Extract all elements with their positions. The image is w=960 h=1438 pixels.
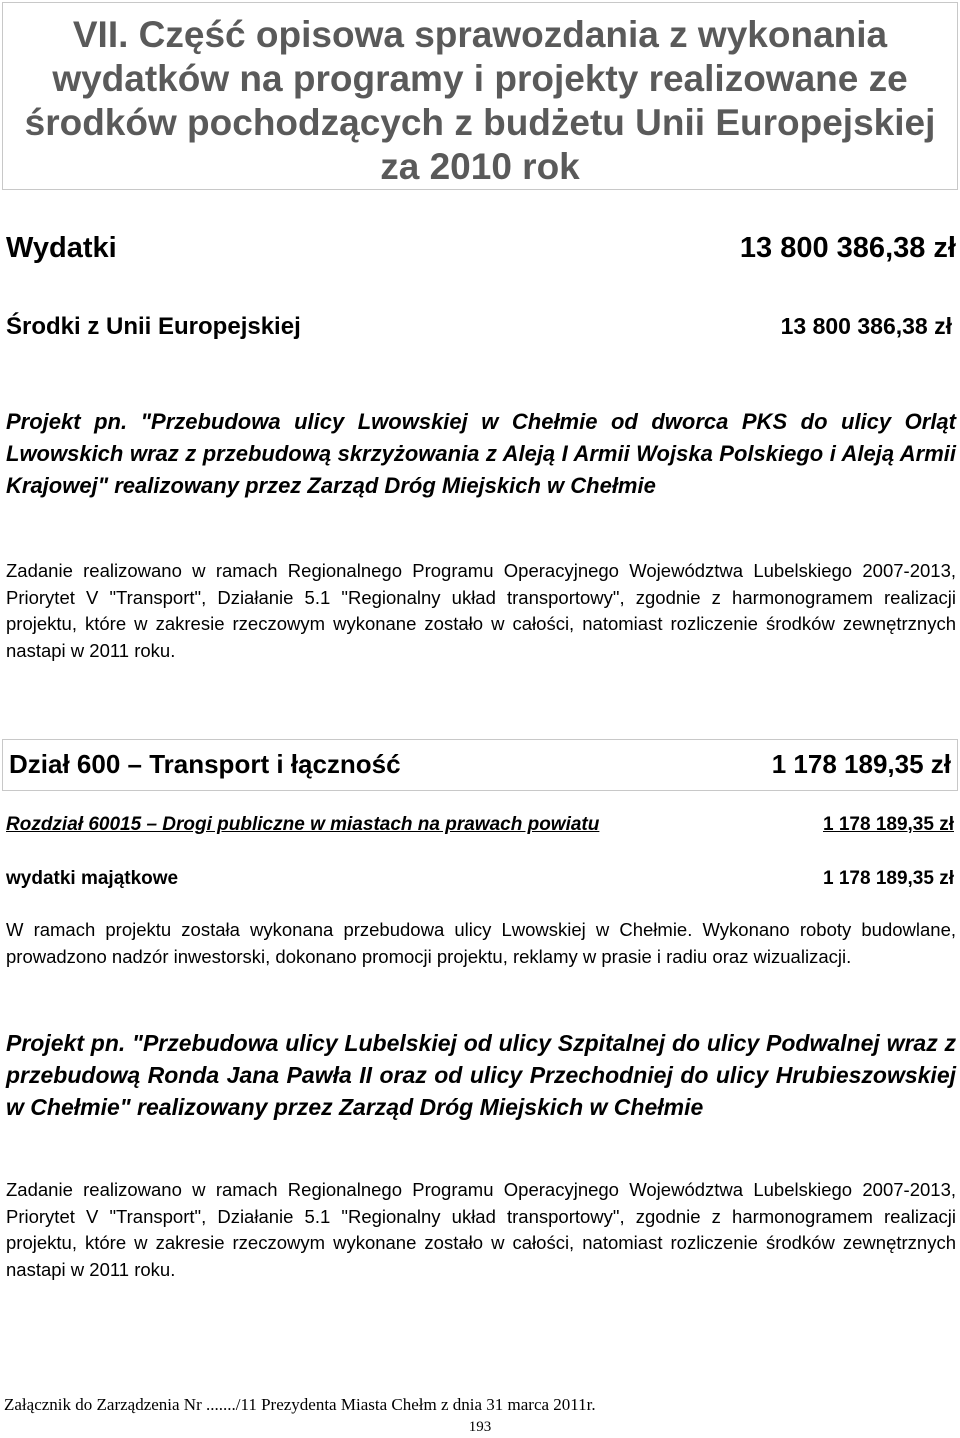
section-title: VII. Część opisowa sprawozdania z wykonania wydatków na programy i projekty realizowane ze środków pochodzących z budżetu Unii Europejskiej za 2010 rok [24,14,936,187]
project-1-description: Zadanie realizowano w ramach Regionalnego Programu Operacyjnego Województwa Lubelskiego 2007-2013, Priorytet V "Transport", Działanie 5.1 "Regionalny układ transportowy", zgodnie z harmonogramem realizacji projektu, które w zakresie rzeczowym wykonane zostało w całości, natomiast rozliczenie środków zewnętrznych nastapi w 2011 roku. [6,560,956,661]
department-name: Dział 600 – Transport i łączność [9,749,401,779]
project-1-works: W ramach projektu została wykonana przebudowa ulicy Lwowskiej w Chełmie. Wykonano roboty budowlane, prowadzono nadzór inwestorski, dokonano promocji projektu, reklamy w prasie i radiu oraz wizualizacji. [6,919,956,967]
expenses-label: Wydatki [6,232,117,264]
chapter-amount: 1 178 189,35 zł [823,814,954,835]
chapter-name: Rozdział 60015 – Drogi publiczne w miastach na prawach powiatu [6,814,600,835]
eu-funds-label: Środki z Unii Europejskiej [6,313,301,340]
eu-funds-amount: 13 800 386,38 zł [780,313,952,339]
project-2-title: Projekt pn. "Przebudowa ulicy Lubelskiej od ulicy Szpitalnej do ulicy Podwalnej wraz z przebudową Ronda Jana Pawła II oraz od ulicy Przechodniej do ulicy Hrubieszowskiej w Chełmie" realizowany przez Zarząd Dróg Miejskich w Chełmie [6,1030,956,1120]
footer-note-text: Załącznik do Zarządzenia Nr ......./11 Prezydenta Miasta Chełm z dnia 31 marca 2011r. [4,1395,596,1414]
expenses-amount: 13 800 386,38 zł [739,232,956,264]
project-1-title: Projekt pn. "Przebudowa ulicy Lwowskiej w Chełmie od dworca PKS do ulicy Orląt Lwowskich wraz z przebudową skrzyżowania z Aleją I Armii Wojska Polskiego i Aleją Armii Krajowej" realizowany przez Zarząd Dróg Miejskich w Chełmie [6,409,956,498]
page-number: 193 [468,1419,492,1435]
capex-amount: 1 178 189,35 zł [823,868,954,889]
section-header-box [2,2,958,190]
project-2-description: Zadanie realizowano w ramach Regionalnego Programu Operacyjnego Województwa Lubelskiego 2007-2013, Priorytet V "Transport", Działanie 5.1 "Regionalny układ transportowy", zgodnie z harmonogramem realizacji projektu, które w zakresie rzeczowym wykonane zostało w całości, natomiast rozliczenie środków zewnętrznych nastapi w 2011 roku. [6,1179,956,1280]
capex-label: wydatki majątkowe [6,868,179,889]
department-box [2,739,958,791]
department-amount: 1 178 189,35 zł [771,749,951,779]
